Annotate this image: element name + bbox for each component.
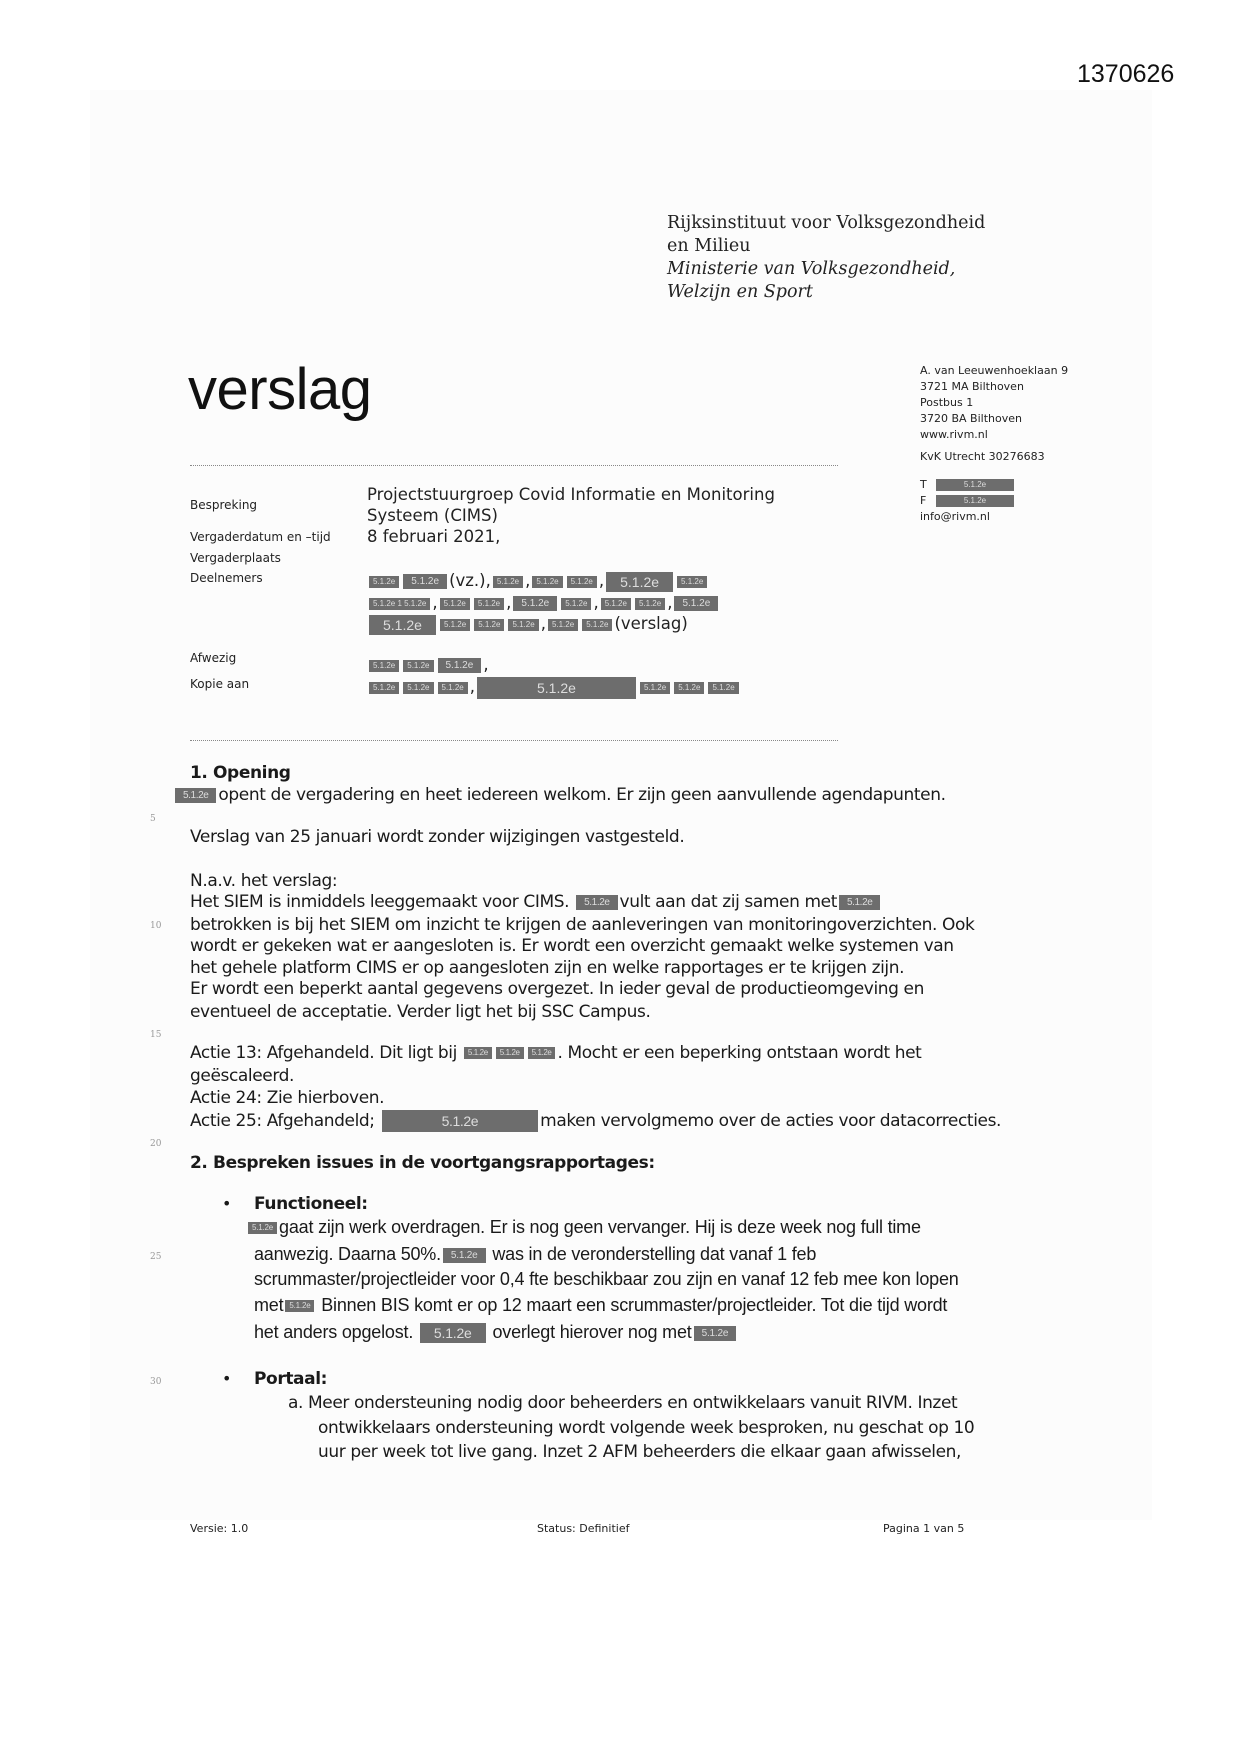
ministry-line: Ministerie van Volksgezondheid, (667, 259, 956, 279)
body-line (254, 1269, 959, 1290)
text-run: vult aan dat zij samen met (619, 892, 837, 912)
redaction: 5.1.2e (548, 619, 578, 631)
footer-page: Pagina 1 van 5 (883, 1522, 965, 1535)
text-run: N.a.v. het verslag: (190, 871, 338, 891)
text-run: , (598, 571, 605, 590)
text-run: , (667, 593, 673, 612)
redaction: 5.1.2e (496, 1047, 524, 1059)
text-run: geëscaleerd. (190, 1066, 295, 1086)
ministry-header (667, 212, 985, 304)
redaction: 5.1.2e (635, 598, 665, 610)
redaction: 5.1.2e (936, 495, 1014, 507)
redaction: 5.1.2e (382, 1110, 539, 1132)
redaction: 5.1.2e (369, 615, 436, 635)
body-line (190, 936, 954, 956)
phone-label: T (920, 478, 927, 491)
address-line: 3721 MA Bilthoven (920, 380, 1024, 393)
redaction: 5.1.2e (561, 598, 591, 610)
line-number: 25 (150, 1252, 162, 1262)
redaction: 5.1.2e (248, 1222, 277, 1234)
redaction: 5.1.2e (936, 479, 1014, 491)
text-run: betrokken is bij het SIEM om inzicht te krijgen de aanleveringen van monitoringoverzichten. Ook (190, 915, 975, 935)
redaction: 5.1.2e (443, 1248, 486, 1263)
body-line (190, 979, 924, 999)
footer-status: Status: Definitief (537, 1522, 630, 1535)
section-heading (190, 1153, 655, 1173)
redaction: 5.1.2e (438, 658, 482, 673)
text-run: Actie 13: Afgehandeld. Dit ligt bij (190, 1043, 462, 1063)
label-plaats: Vergaderplaats (190, 551, 281, 565)
body-line (190, 915, 974, 935)
heading-text: Portaal: (254, 1369, 328, 1389)
redaction: 5.1.2e (513, 596, 557, 611)
redaction: 5.1.2e (694, 1326, 737, 1341)
redaction: 5.1.2e (601, 598, 631, 610)
text-run: Actie 24: Zie hierboven. (190, 1088, 385, 1108)
text-run: scrummaster/projectleider voor 0,4 fte beschikbaar zou zijn en vanaf 12 feb mee kon lopen (254, 1269, 959, 1289)
document-title: verslag (188, 357, 372, 422)
body-line (190, 827, 684, 847)
text-run: . Mocht er een beperking ontstaan wordt het (557, 1043, 922, 1063)
redaction: 5.1.2e (640, 682, 670, 694)
email-link[interactable]: info@rivm.nl (920, 510, 990, 523)
redaction: 5.1.2e 1 5.1.2e (369, 598, 430, 610)
redaction: 5.1.2e (369, 682, 399, 694)
subheading (254, 1194, 368, 1214)
redaction: 5.1.2e (403, 682, 433, 694)
redaction: 5.1.2e (438, 682, 468, 694)
redaction: 5.1.2e (493, 576, 523, 588)
redaction: 5.1.2e (708, 682, 738, 694)
redaction: 5.1.2e (369, 660, 399, 672)
redaction: 5.1.2e (528, 1047, 556, 1059)
text-run: Het SIEM is inmiddels leeggemaakt voor CIMS. (190, 892, 575, 912)
body-line (173, 785, 946, 805)
bullet-icon: • (222, 1194, 232, 1213)
redaction: 5.1.2e (403, 574, 447, 589)
heading-text: 2. Bespreken issues in de voortgangsrapportages: (190, 1153, 655, 1173)
text-run: Er wordt een beperkt aantal gegevens overgezet. In ieder geval de productieomgeving en (190, 979, 924, 999)
phone-row (920, 477, 1068, 493)
redaction: 5.1.2e (464, 1047, 492, 1059)
line-number: 5 (150, 814, 156, 824)
ministry-line: Rijksinstituut voor Volksgezondheid (667, 213, 986, 233)
text-run: Actie 25: Afgehandeld; (190, 1111, 380, 1131)
body-line (254, 1244, 816, 1265)
text-run: , (432, 593, 438, 612)
text-run: (vz.), (449, 571, 491, 590)
body-line (190, 1043, 921, 1063)
text-run: opent de vergadering en heet iedereen welkom. Er zijn geen aanvullende agendapunten. (218, 785, 946, 805)
copy-line (367, 676, 741, 699)
divider (190, 740, 838, 741)
body-line (190, 871, 337, 891)
redaction: 5.1.2e (839, 895, 880, 910)
text-run: , (483, 655, 489, 674)
body-line (190, 1066, 294, 1086)
participants-line (367, 613, 688, 635)
divider (190, 465, 838, 466)
redaction: 5.1.2e (582, 619, 612, 631)
redaction: 5.1.2e (508, 619, 538, 631)
text-run: gaat zijn werk overdragen. Er is nog geen vervanger. Hij is deze week nog full time (279, 1217, 921, 1237)
redaction: 5.1.2e (674, 596, 718, 611)
absent-line (367, 654, 489, 675)
redaction: 5.1.2e (477, 677, 636, 699)
text-run: eventueel de acceptatie. Verder ligt het bij SSC Campus. (190, 1002, 651, 1022)
address-line: A. van Leeuwenhoeklaan 9 (920, 364, 1069, 377)
subheading (254, 1369, 327, 1389)
text-run: met (254, 1295, 284, 1315)
label-afwezig: Afwezig (190, 651, 237, 665)
redaction: 5.1.2e (440, 598, 470, 610)
label-kopie: Kopie aan (190, 677, 250, 691)
fax-row (920, 493, 1068, 509)
address-line: 3720 BA Bilthoven (920, 412, 1022, 425)
participants-line (367, 570, 709, 592)
redaction: 5.1.2e (677, 576, 707, 588)
redaction: 5.1.2e (403, 660, 433, 672)
body-line (254, 1322, 738, 1343)
redaction: 5.1.2e (474, 619, 504, 631)
text-run: , (593, 593, 599, 612)
body-line (246, 1217, 921, 1238)
text-run: het gehele platform CIMS er op aangesloten zijn en welke rapportages er te krijgen zijn. (190, 958, 905, 978)
text-run: wordt er gekeken wat er aangesloten is. Er wordt een overzicht gemaakt welke systemen van (190, 936, 954, 956)
redaction: 5.1.2e (606, 572, 673, 592)
redaction: 5.1.2e (175, 788, 216, 803)
bullet-icon: • (222, 1369, 232, 1388)
redaction: 5.1.2e (474, 598, 504, 610)
footer-version: Versie: 1.0 (190, 1522, 249, 1535)
fax-label: F (920, 494, 927, 507)
text-run: Binnen BIS komt er op 12 maart een scrummaster/projectleider. Tot die tijd wordt (316, 1295, 948, 1315)
website-link[interactable]: www.rivm.nl (920, 428, 988, 441)
line-number: 20 (150, 1139, 162, 1149)
meeting-subject (367, 484, 775, 526)
body-line (254, 1295, 947, 1316)
meeting-date: 8 februari 2021, (367, 527, 501, 546)
text-run: Verslag van 25 januari wordt zonder wijzigingen vastgesteld. (190, 827, 685, 847)
section-heading (190, 763, 291, 783)
label-datum: Vergaderdatum en –tijd (190, 530, 331, 544)
body-line (318, 1418, 974, 1438)
text-run: het anders opgelost. (254, 1322, 418, 1342)
body-line (190, 1002, 650, 1022)
ministry-line: Welzijn en Sport (667, 282, 813, 302)
redaction: 5.1.2e (369, 576, 399, 588)
body-line (318, 1442, 961, 1462)
text-run: , (525, 571, 531, 590)
heading-text: 1. Opening (190, 763, 291, 783)
redaction: 5.1.2e (567, 576, 597, 588)
body-line (288, 1393, 957, 1413)
label-deelnemers: Deelnemers (190, 571, 263, 585)
line-number: 30 (150, 1377, 162, 1387)
label-bespreking: Bespreking (190, 498, 258, 512)
text-run: (verslag) (614, 614, 688, 633)
participants-line (367, 592, 720, 613)
body-line (190, 1110, 1001, 1132)
redaction: 5.1.2e (576, 895, 617, 910)
line-number: 15 (150, 1030, 162, 1040)
address-block (920, 363, 1068, 525)
redaction: 5.1.2e (285, 1300, 314, 1312)
document-id: 1370626 (1077, 60, 1175, 88)
address-line: Postbus 1 (920, 396, 974, 409)
redaction: 5.1.2e (674, 682, 704, 694)
text-run: ontwikkelaars ondersteuning wordt volgende week besproken, nu geschat op 10 (318, 1418, 975, 1438)
heading-text: Functioneel: (254, 1194, 368, 1214)
kvk-number: KvK Utrecht 30276683 (920, 450, 1045, 463)
text-run: aanwezig. Daarna 50%. (254, 1244, 441, 1264)
redaction: 5.1.2e (420, 1323, 486, 1343)
line-number: 10 (150, 921, 162, 931)
text-run: overlegt hierover nog met (487, 1322, 692, 1342)
subject-line: Projectstuurgroep Covid Informatie en Monitoring (367, 485, 775, 504)
redaction: 5.1.2e (532, 576, 562, 588)
body-line (190, 892, 882, 912)
text-run: , (469, 677, 475, 696)
text-run: , (540, 614, 546, 633)
subject-line: Systeem (CIMS) (367, 506, 498, 525)
body-line (190, 958, 904, 978)
body-line (190, 1088, 384, 1108)
text-run: a. Meer ondersteuning nodig door beheerders en ontwikkelaars vanuit RIVM. Inzet (288, 1393, 958, 1413)
text-run: maken vervolgmemo over de acties voor datacorrecties. (540, 1111, 1002, 1131)
redaction: 5.1.2e (440, 619, 470, 631)
text-run: , (506, 593, 512, 612)
text-run: uur per week tot live gang. Inzet 2 AFM beheerders die elkaar gaan afwisselen, (318, 1442, 962, 1462)
ministry-line: en Milieu (667, 236, 751, 256)
text-run: was in de veronderstelling dat vanaf 1 feb (487, 1244, 817, 1264)
